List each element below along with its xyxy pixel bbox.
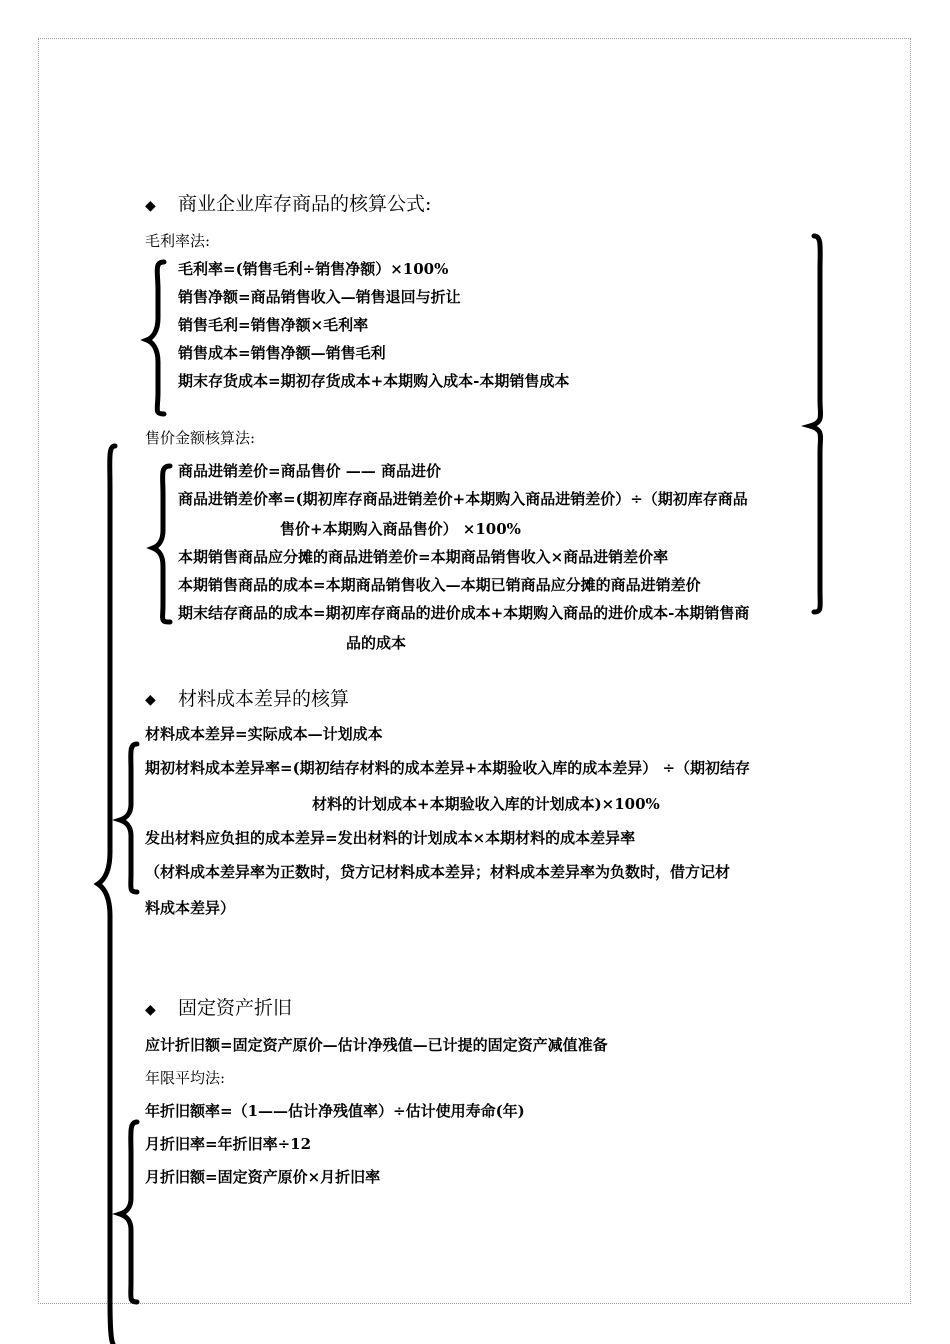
formula-line: 销售毛利=销售净额×毛利率 [178,316,369,334]
formula-line: 毛利率=(销售毛利÷销售净额）×100% [178,260,449,278]
gross-margin-method-label: 毛利率法: [145,232,211,250]
formula-line: 销售成本=销售净额—销售毛利 [178,344,386,362]
bullet-icon: ◆ [145,1002,156,1018]
formula-line: 月折旧率=年折旧率÷12 [145,1135,312,1153]
formula-line: 本期销售商品的成本=本期商品销售收入—本期已销商品应分摊的商品进销差价 [178,576,701,594]
note-line-continued: 料成本差异） [145,899,236,917]
bullet-icon: ◆ [145,692,156,708]
section-title-material-variance: 材料成本差异的核算 [178,688,350,710]
formula-line: 材料成本差异=实际成本—计划成本 [145,725,383,743]
section-title-depreciation: 固定资产折旧 [178,997,293,1019]
left-brace-icon [153,466,170,622]
right-brace-icon [810,236,821,612]
left-brace-icon [147,262,164,414]
retail-method-label: 售价金额核算法: [145,429,256,447]
formula-line: 商品进销差价率=(期初库存商品进销差价+本期购入商品进销差价）÷（期初库存商品 [178,490,748,508]
formula-line: 月折旧额=固定资产原价×月折旧率 [145,1168,381,1186]
formula-line-continued: 品的成本 [346,634,407,652]
formula-line: 商品进销差价=商品售价 —— 商品进价 [178,462,442,480]
left-brace-icon [120,1122,137,1302]
formula-line: 销售净额=商品销售收入—销售退回与折让 [178,288,461,306]
section-title-inventory: 商业企业库存商品的核算公式: [178,193,432,215]
straight-line-method-label: 年限平均法: [145,1069,226,1087]
left-brace-icon [120,744,137,892]
formula-line-continued: 材料的计划成本+本期验收入库的计划成本)×100% [312,795,660,813]
formula-line: 应计折旧额=固定资产原价—估计净残值—已计提的固定资产减值准备 [145,1036,608,1054]
formula-line: 年折旧额率=（1——估计净残值率）÷估计使用寿命(年) [145,1102,525,1120]
formula-line: 期初材料成本差异率=(期初结存材料的成本差异+本期验收入库的成本差异） ÷（期初结存 [145,759,751,777]
formula-line: 本期销售商品应分摊的商品进销差价=本期商品销售收入×商品进销差价率 [178,548,669,566]
note-line: （材料成本差异率为正数时，贷方记材料成本差异；材料成本差异率为负数时，借方记材 [145,863,731,881]
bullet-icon: ◆ [145,198,156,214]
left-brace-icon [98,446,115,1344]
formula-line-continued: 售价+本期购入商品售价） ×100% [280,520,521,538]
formula-line: 发出材料应负担的成本差异=发出材料的计划成本×本期材料的成本差异率 [145,829,636,847]
formula-line: 期末结存商品的成本=期初库存商品的进价成本+本期购入商品的进价成本-本期销售商 [178,604,750,622]
formula-line: 期末存货成本=期初存货成本+本期购入成本-本期销售成本 [178,372,570,390]
